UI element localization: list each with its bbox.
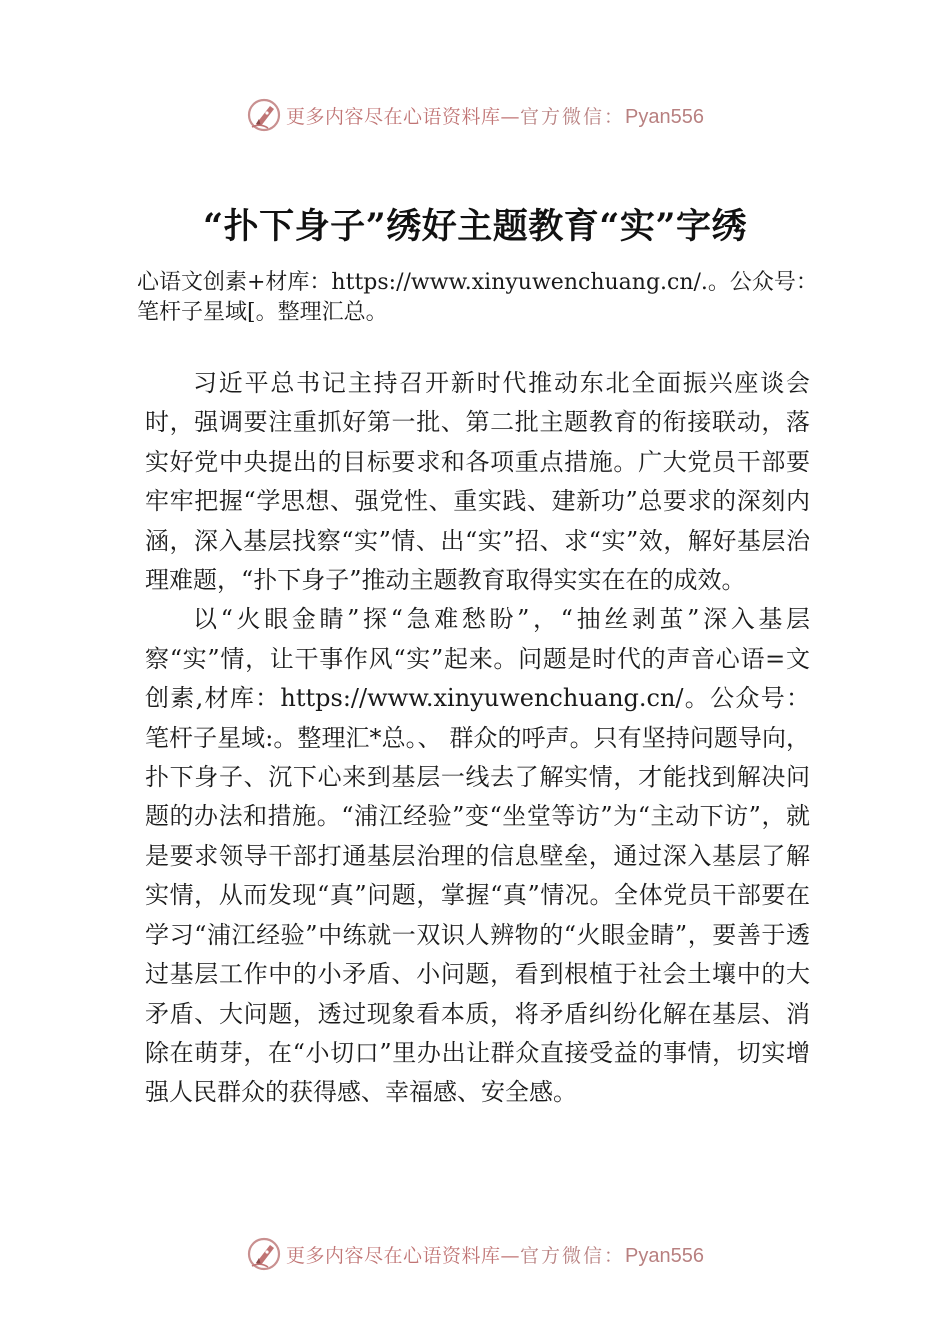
watermark-wechat-id: Pyan556 <box>625 105 704 128</box>
paragraph-1: 习近平总书记主持召开新时代推动东北全面振兴座谈会时，强调要注重抓好第一批、第二批主题教育的衔接联动，落实好党中央提出的目标要求和各项重点措施。广大党员干部要牢牢把握“学思想、强党性、重实践、建新功”总要求的深刻内涵，深入基层找察“实”情、出“实”招、求“实”效，解好基层治理难题，“扑下身子”推动主题教育取得实实在在的成效。 <box>145 369 810 595</box>
watermark-main: 更多内容尽在心语资料库— <box>286 1244 521 1267</box>
document-body <box>145 364 810 1113</box>
pen-nib-logo-icon <box>246 97 282 133</box>
watermark-main: 更多内容尽在心语资料库— <box>286 105 521 128</box>
watermark-wechat-id: Pyan556 <box>625 1244 704 1267</box>
document-title: “扑下身子”绣好主题教育“实”字绣 <box>202 206 748 247</box>
paragraph-2: 以“火眼金睛”探“急难愁盼”，“抽丝剥茧”深入基层察“实”情，让干事作风“实”起来。问题是时代的声音心语=文创素,材库：https://www.xinyuwenchuang.cn/。公众号：笔杆子星域:。整理汇*总。、 群众的呼声。只有坚持问题导向，扑下身子、沉下心来到基层一线去了解实情，才能找到解决问题的办法和措施。“浦江经验”变“坐堂等访”为“主动下访”，就是要求领导干部打通基层治理的信息壁垒，通过深入基层了解实情，从而发现“真”问题，掌握“真”情况。全体党员干部要在学习“浦江经验”中练就一双识人辨物的“火眼金睛”，要善于透过基层工作中的小矛盾、小问题，看到根植于社会土壤中的大矛盾、大问题，透过现象看本质，将矛盾纠纷化解在基层、消除在萌芽，在“小切口”里办出让群众直接受益的事情，切实增强人民群众的获得感、幸福感、安全感。 <box>145 605 810 1107</box>
watermark-text <box>286 102 704 129</box>
watermark-text <box>286 1241 704 1268</box>
watermark-wechat-label: 官方微信： <box>520 1244 626 1267</box>
watermark-wechat-label: 官方微信： <box>520 105 626 128</box>
watermark-banner-bottom <box>0 1232 950 1276</box>
pen-nib-logo-icon <box>246 1236 282 1272</box>
watermark-banner-top <box>0 93 950 137</box>
source-line: 心语文创素+材库：https://www.xinyuwenchuang.cn/.。公众号：笔杆子星域[。整理汇总。 <box>137 270 818 325</box>
